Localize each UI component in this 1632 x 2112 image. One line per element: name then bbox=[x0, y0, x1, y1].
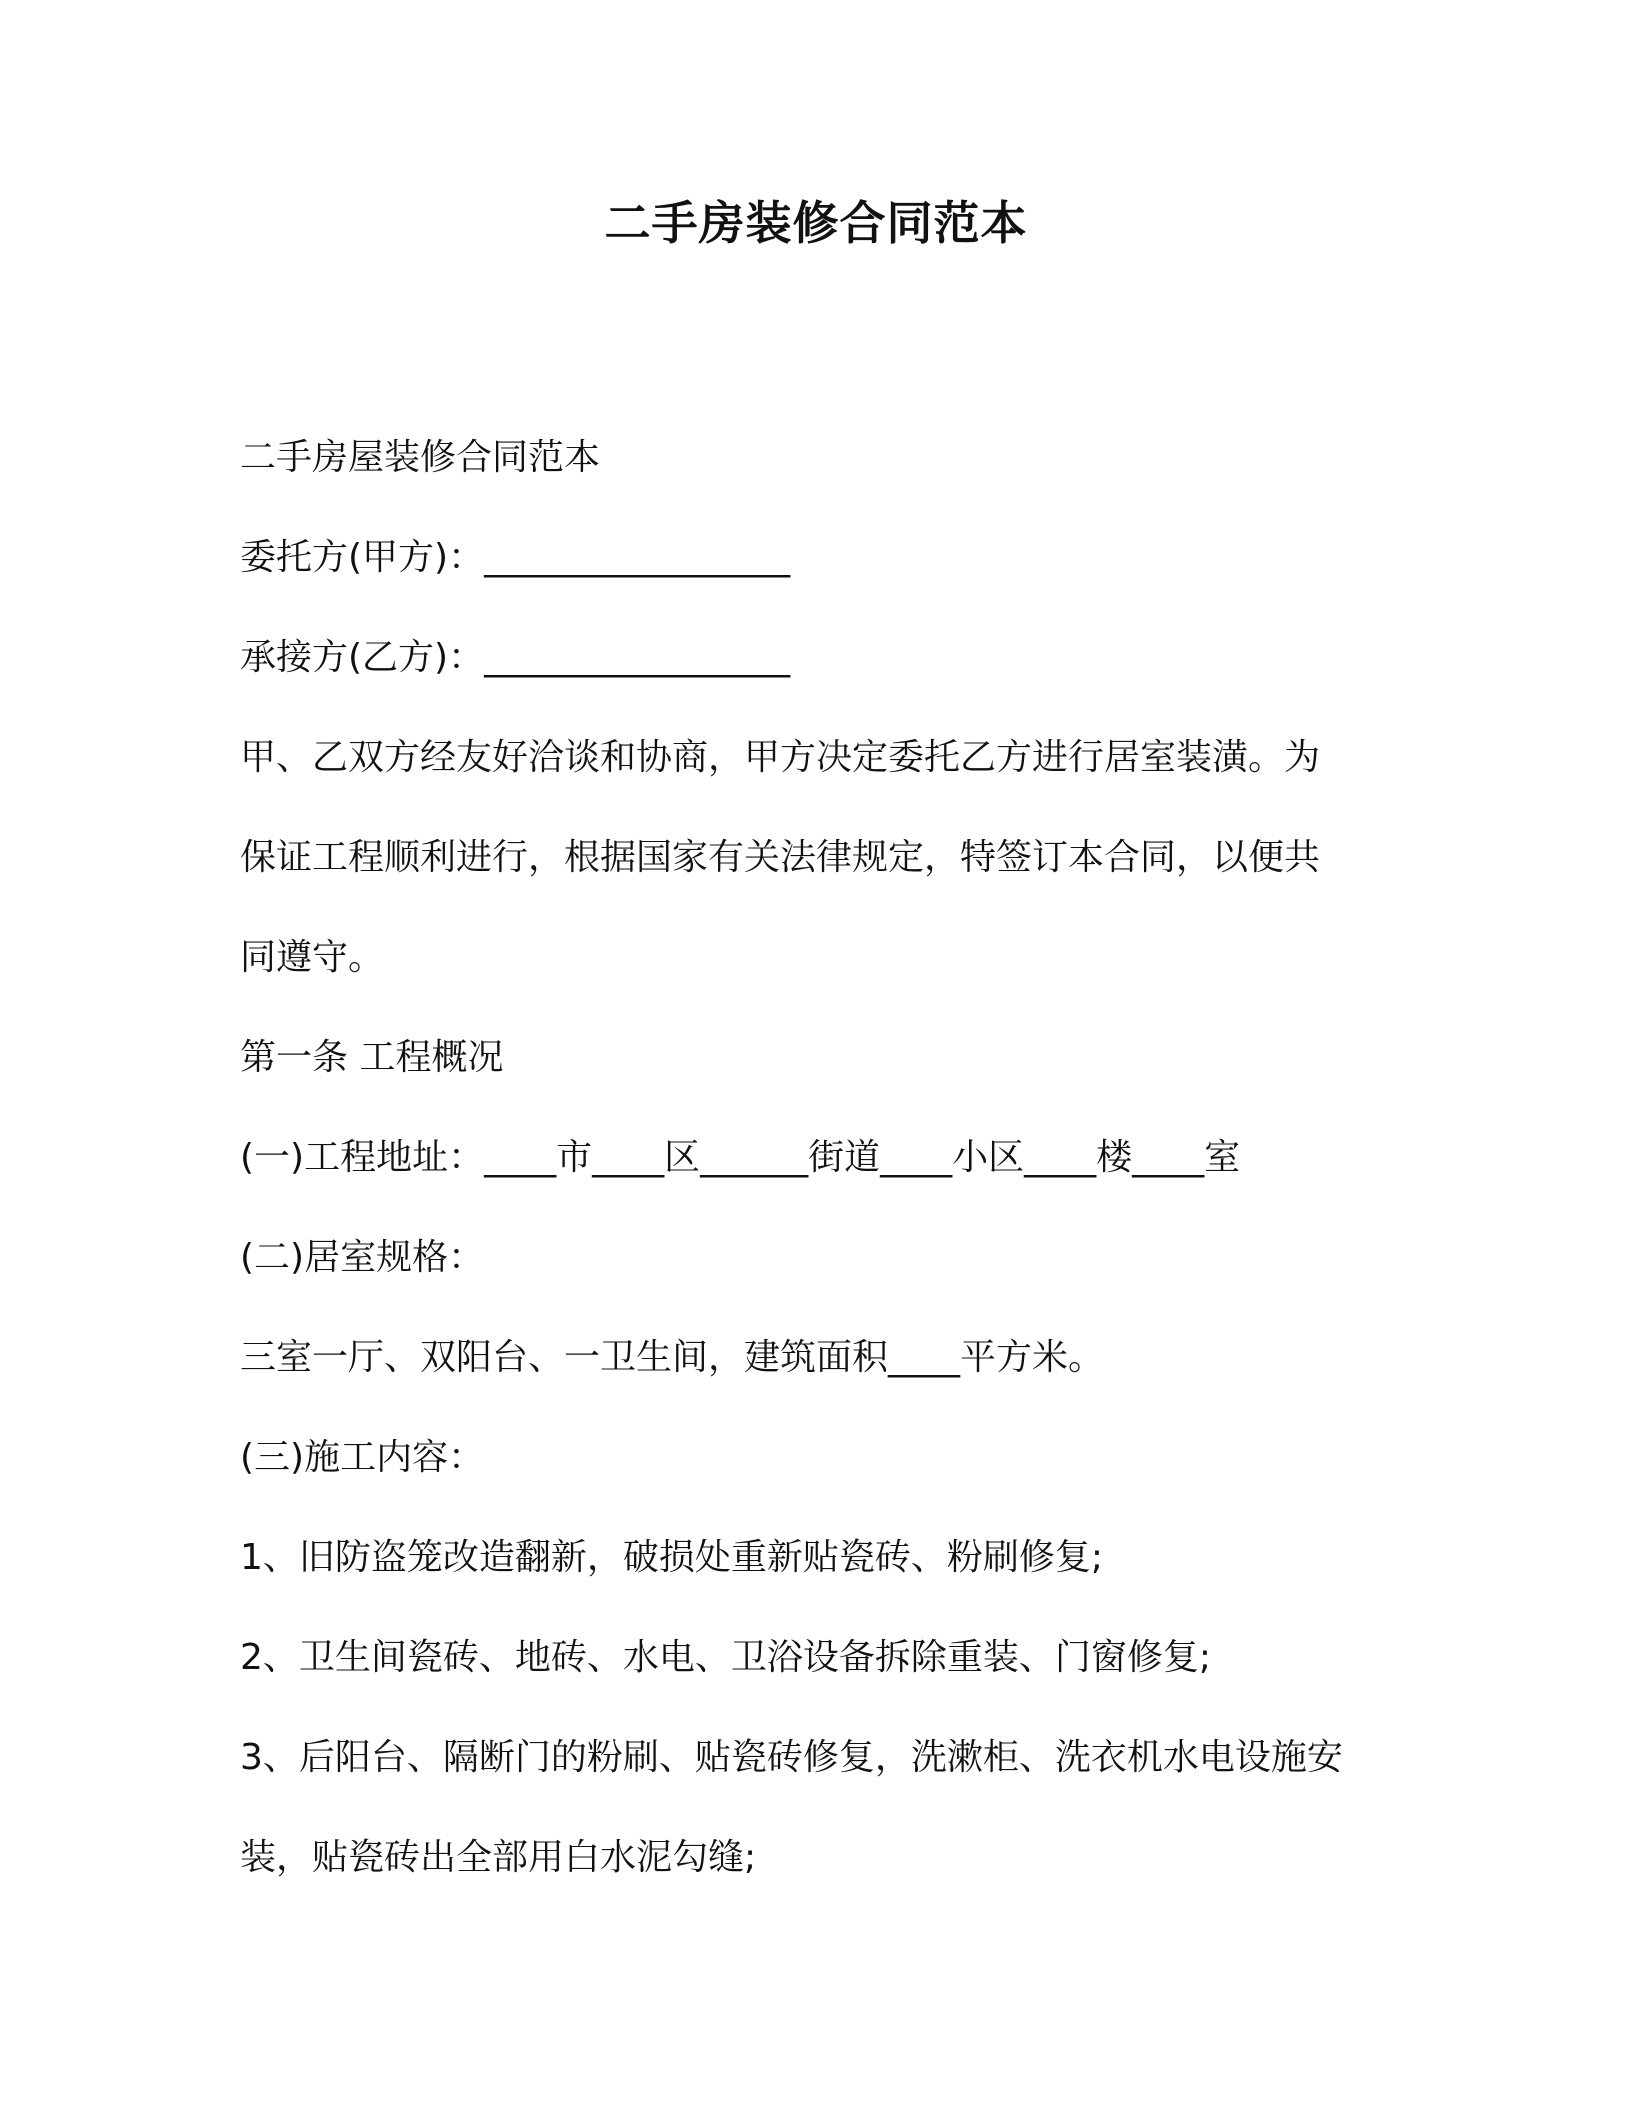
intro-paragraph-line-2: 保证工程顺利进行，根据国家有关法律规定，特签订本合同，以便共 bbox=[240, 837, 1321, 878]
party-a-line: 委托方(甲方)：_________________ bbox=[240, 537, 791, 578]
party-b-line: 承接方(乙方)：_________________ bbox=[240, 637, 791, 678]
subtitle-line: 二手房屋装修合同范本 bbox=[240, 437, 601, 478]
document-title: 二手房装修合同范本 bbox=[604, 196, 1028, 250]
intro-paragraph-line-1: 甲、乙双方经友好洽谈和协商，甲方决定委托乙方进行居室装潢。为 bbox=[240, 737, 1321, 778]
room-spec-line: 三室一厅、双阳台、一卫生间，建筑面积____平方米。 bbox=[240, 1337, 1105, 1378]
project-address-line: (一)工程地址：____市____区______街道____小区____楼____室 bbox=[240, 1137, 1241, 1178]
construction-item-3-line-1: 3、后阳台、隔断门的粉刷、贴瓷砖修复，洗漱柜、洗衣机水电设施安 bbox=[240, 1737, 1343, 1778]
document-body bbox=[240, 408, 1420, 1908]
construction-item-3-line-2: 装，贴瓷砖出全部用白水泥勾缝; bbox=[240, 1837, 757, 1878]
construction-content-heading: (三)施工内容： bbox=[240, 1437, 485, 1478]
construction-item-2: 2、卫生间瓷砖、地砖、水电、卫浴设备拆除重装、门窗修复; bbox=[240, 1637, 1212, 1678]
construction-item-1: 1、旧防盗笼改造翻新，破损处重新贴瓷砖、粉刷修复; bbox=[240, 1537, 1104, 1578]
article-1-heading: 第一条 工程概况 bbox=[240, 1037, 504, 1078]
room-spec-heading: (二)居室规格： bbox=[240, 1237, 485, 1278]
intro-paragraph-line-3: 同遵守。 bbox=[240, 937, 385, 978]
